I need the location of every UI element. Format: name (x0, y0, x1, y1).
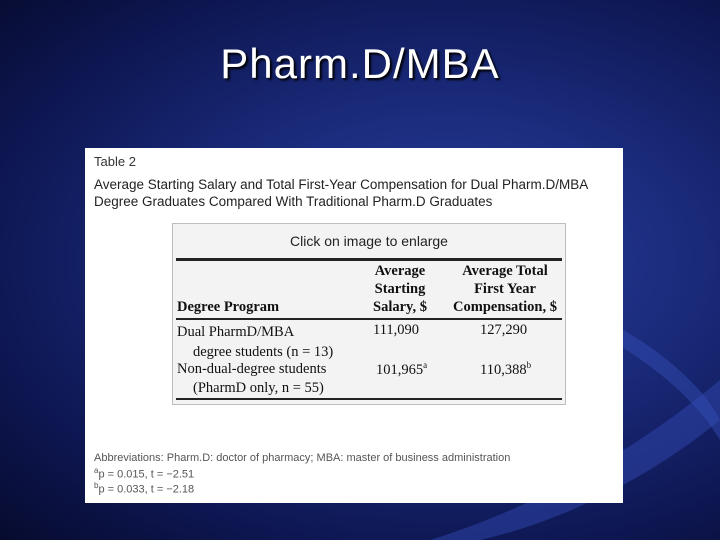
header-salary: Average Starting Salary, $ (373, 263, 427, 315)
header-program: Degree Program (177, 299, 280, 315)
table-top-rule (176, 258, 562, 261)
row-2-salary: 101,965$^a$ (376, 360, 428, 378)
table-bottom-rule (176, 398, 562, 400)
row-1-compensation: 127,290 (480, 322, 528, 338)
table-label: Table 2 (94, 154, 136, 169)
enlarge-link[interactable]: Click on image to enlarge (290, 233, 448, 249)
row-1-salary: 111,090 (373, 322, 420, 338)
slide-title: Pharm.D/MBA (220, 40, 500, 87)
table-panel (85, 148, 623, 503)
table-header-rule (176, 318, 562, 320)
row-2-compensation: 110,388$^b$ (480, 360, 532, 378)
footnote-a: $^a$p = 0.015, t = −2.51 (94, 466, 195, 481)
abbreviations-note: Abbreviations: Pharm.D: doctor of pharmacy; MBA: master of business administration (94, 452, 511, 464)
header-compensation: Average Total First Year Compensation, $ (453, 263, 557, 315)
row-2-program: Non-dual-degree students (PharmD only, n = 55) (177, 361, 327, 396)
footnote-b: $^b$p = 0.033, t = −2.18 (94, 481, 195, 496)
table-image[interactable] (172, 223, 566, 405)
table-caption: Average Starting Salary and Total First-Year Compensation for Dual Pharm.D/MBA Degree Graduates Compared With Traditional Pharm.D Graduates (94, 177, 588, 209)
row-1-program: Dual PharmD/MBA degree students (n = 13) (177, 324, 334, 360)
